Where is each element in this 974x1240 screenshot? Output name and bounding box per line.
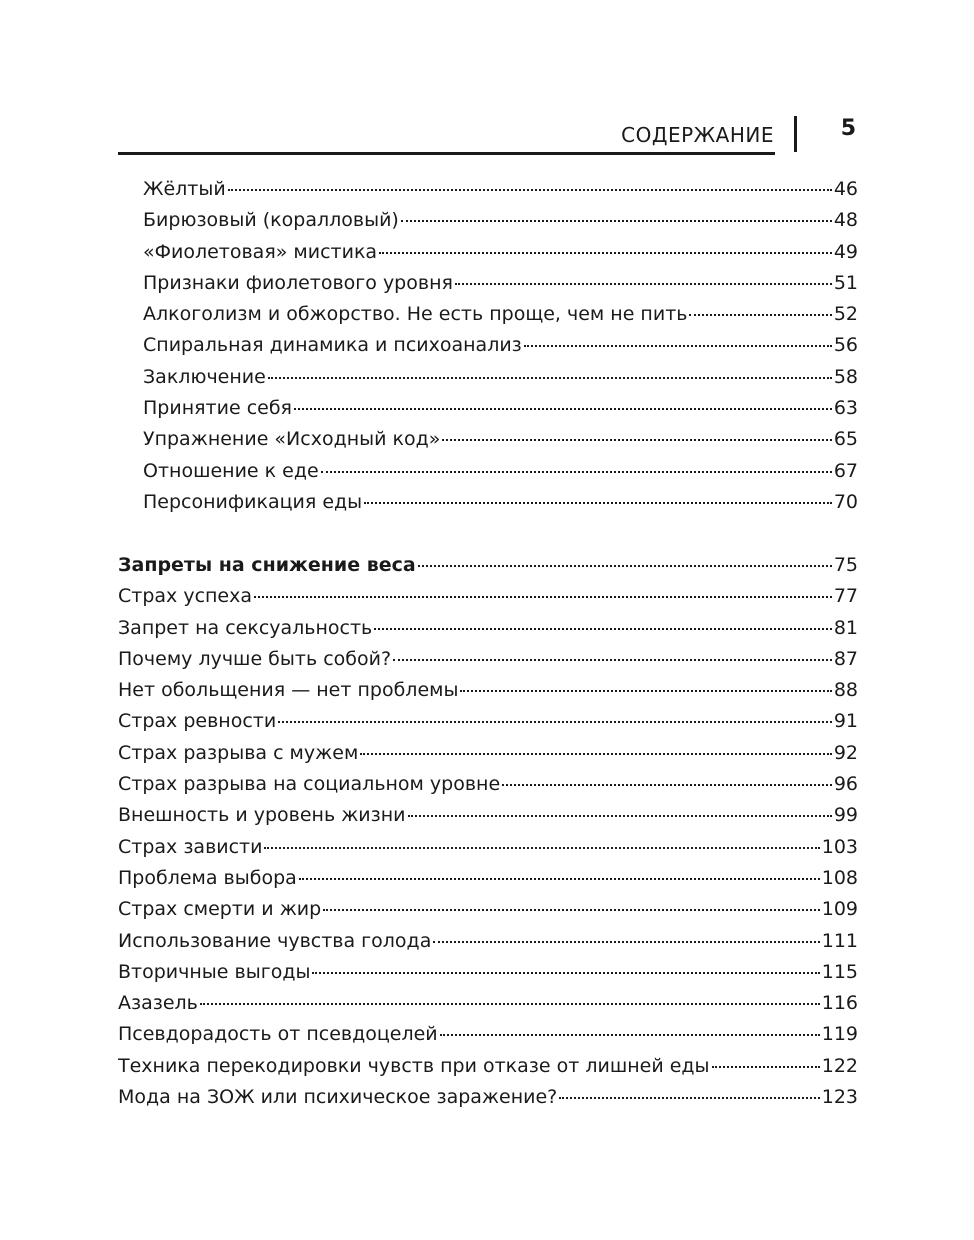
toc-entry-page: 65	[833, 428, 858, 451]
toc-entry-title: «Фиолетовая» мистика	[143, 240, 378, 263]
toc-entry-title: Страх ревности	[118, 710, 277, 733]
toc-entry-page: 103	[821, 835, 858, 858]
toc-entry-page: 96	[833, 773, 858, 796]
toc-dot-leader	[433, 940, 819, 943]
toc-entry[interactable]	[118, 926, 858, 957]
toc-entry[interactable]	[118, 832, 858, 863]
toc-dot-leader	[254, 595, 832, 598]
toc-entry-title: Страх зависти	[118, 835, 263, 858]
toc-entry[interactable]	[118, 800, 858, 831]
toc-entry[interactable]	[118, 581, 858, 612]
toc-entry-page: 58	[833, 365, 858, 388]
toc-entry[interactable]	[118, 1082, 858, 1113]
toc-entry-title: Спиральная динамика и психоанализ	[143, 334, 522, 357]
toc-entry[interactable]	[118, 644, 858, 675]
toc-entry[interactable]	[118, 863, 858, 894]
toc-dot-leader	[455, 282, 832, 285]
toc-entry-title: Бирюзовый (коралловый)	[143, 209, 399, 232]
toc-entry[interactable]	[118, 330, 858, 361]
toc-entry-page: 123	[821, 1086, 858, 1109]
toc-dot-leader	[312, 971, 819, 974]
toc-dot-leader	[408, 814, 832, 817]
toc-entry[interactable]	[118, 174, 858, 205]
toc-dot-leader	[442, 438, 831, 441]
toc-entry-title: Заключение	[143, 365, 266, 388]
toc-entry[interactable]	[118, 738, 858, 769]
toc-entry-page: 122	[821, 1054, 858, 1077]
toc-dot-leader	[393, 658, 832, 661]
toc-dot-leader	[559, 1096, 819, 1099]
toc-entry-title: Почему лучше быть собой?	[118, 647, 392, 670]
toc-entry-title: Алкоголизм и обжорство. Не есть проще, чем не пить	[143, 303, 688, 326]
toc-entry-title: Упражнение «Исходный код»	[143, 428, 441, 451]
toc-entry-page: 48	[833, 209, 858, 232]
toc-dot-leader	[502, 783, 832, 786]
toc-entry-page: 81	[833, 616, 858, 639]
toc-entry-page: 88	[833, 679, 858, 702]
toc-dot-leader	[200, 1002, 820, 1005]
toc-entry-page: 91	[833, 710, 858, 733]
running-title: СОДЕРЖАНИЕ	[621, 123, 774, 147]
toc-entry[interactable]	[118, 988, 858, 1019]
toc-dot-leader	[379, 251, 832, 254]
toc-entry-page: 99	[833, 804, 858, 827]
toc-entry-page: 70	[833, 490, 858, 513]
toc-entry[interactable]	[118, 1051, 858, 1082]
toc-entry-title: Страх смерти и жир	[118, 898, 322, 921]
toc-entry[interactable]	[118, 675, 858, 706]
toc-subsection-list	[118, 174, 858, 518]
toc-dot-leader	[524, 344, 832, 347]
toc-dot-leader	[299, 877, 820, 880]
toc-entry[interactable]	[118, 769, 858, 800]
toc-entry[interactable]	[118, 424, 858, 455]
toc-dot-leader	[460, 689, 831, 692]
toc-entry-title: Проблема выбора	[118, 866, 297, 889]
toc-entry[interactable]	[118, 957, 858, 988]
toc-entry-page: 119	[821, 1023, 858, 1046]
header-divider	[794, 116, 797, 152]
toc-entry-page: 87	[833, 647, 858, 670]
toc-entry-title: Техника перекодировки чувств при отказе от лишней еды	[118, 1054, 710, 1077]
toc-entry-page: 67	[833, 459, 858, 482]
toc-dot-leader	[689, 313, 831, 316]
running-header	[118, 116, 858, 156]
toc-entry-page: 111	[821, 929, 858, 952]
toc-entry[interactable]	[118, 613, 858, 644]
toc-dot-leader	[278, 720, 832, 723]
toc-entry[interactable]	[118, 299, 858, 330]
toc-entry[interactable]	[118, 550, 858, 581]
toc-dot-leader	[712, 1065, 820, 1068]
toc-entry[interactable]	[118, 362, 858, 393]
toc-entry[interactable]	[118, 205, 858, 236]
toc-entry[interactable]	[118, 456, 858, 487]
toc-entry-page: 92	[833, 741, 858, 764]
toc-dot-leader	[294, 407, 832, 410]
toc-entry[interactable]	[118, 487, 858, 518]
toc-entry-title: Принятие себя	[143, 397, 292, 420]
toc-dot-leader	[360, 752, 832, 755]
toc-entry[interactable]	[118, 393, 858, 424]
toc-entry-title: Страх успеха	[118, 585, 253, 608]
toc-entry-page: 49	[833, 240, 858, 263]
toc-entry-page: 51	[833, 271, 858, 294]
toc-entry-page: 77	[833, 585, 858, 608]
toc-dot-leader	[374, 627, 832, 630]
page-number: 5	[840, 116, 856, 141]
toc-entry[interactable]	[118, 894, 858, 925]
toc-entry-title: Жёлтый	[143, 178, 226, 200]
toc-entry-title: Нет обольщения — нет проблемы	[118, 679, 459, 702]
toc-entry-title: Персонификация еды	[143, 490, 363, 513]
toc-entry-page: 108	[821, 866, 858, 889]
toc-dot-leader	[323, 908, 820, 911]
toc-dot-leader	[321, 470, 832, 473]
toc-entry-title: Страх разрыва на социальном уровне	[118, 773, 501, 796]
toc-dot-leader	[418, 564, 832, 567]
toc-entry[interactable]	[118, 268, 858, 299]
toc-entry-title: Запреты на снижение веса	[118, 554, 416, 576]
toc-entry-title: Страх разрыва с мужем	[118, 741, 359, 764]
toc-chapter-list	[118, 550, 858, 1113]
toc-entry-title: Отношение к еде	[143, 459, 319, 482]
toc-entry-page: 63	[833, 397, 858, 420]
toc-dot-leader	[264, 846, 819, 849]
toc-entry[interactable]	[118, 237, 858, 268]
toc-entry-title: Мода на ЗОЖ или психическое заражение?	[118, 1086, 558, 1109]
toc-entry-title: Азазель	[118, 992, 198, 1015]
toc-entry[interactable]	[118, 706, 858, 737]
toc-entry-title: Псевдорадость от псевдоцелей	[118, 1023, 438, 1046]
toc-entry-page: 115	[821, 960, 858, 983]
toc-entry[interactable]	[118, 1019, 858, 1050]
toc-entry-title: Вторичные выгоды	[118, 960, 311, 983]
toc-entry-page: 75	[833, 554, 858, 576]
toc-dot-leader	[268, 376, 832, 379]
toc-dot-leader	[440, 1033, 820, 1036]
toc-entry-title: Использование чувства голода	[118, 929, 432, 952]
toc-entry-title: Внешность и уровень жизни	[118, 804, 406, 827]
toc-dot-leader	[364, 501, 832, 504]
header-rule	[118, 152, 775, 155]
toc-entry-title: Запрет на сексуальность	[118, 616, 373, 639]
toc-entry-page: 109	[821, 898, 858, 921]
toc-entry-page: 46	[833, 178, 858, 200]
toc-entry-page: 52	[833, 303, 858, 326]
toc-dot-leader	[401, 219, 832, 222]
toc-entry-title: Признаки фиолетового уровня	[143, 271, 453, 294]
toc-dot-leader	[228, 188, 832, 191]
toc-entry-page: 116	[821, 992, 858, 1015]
toc-entry-page: 56	[833, 334, 858, 357]
